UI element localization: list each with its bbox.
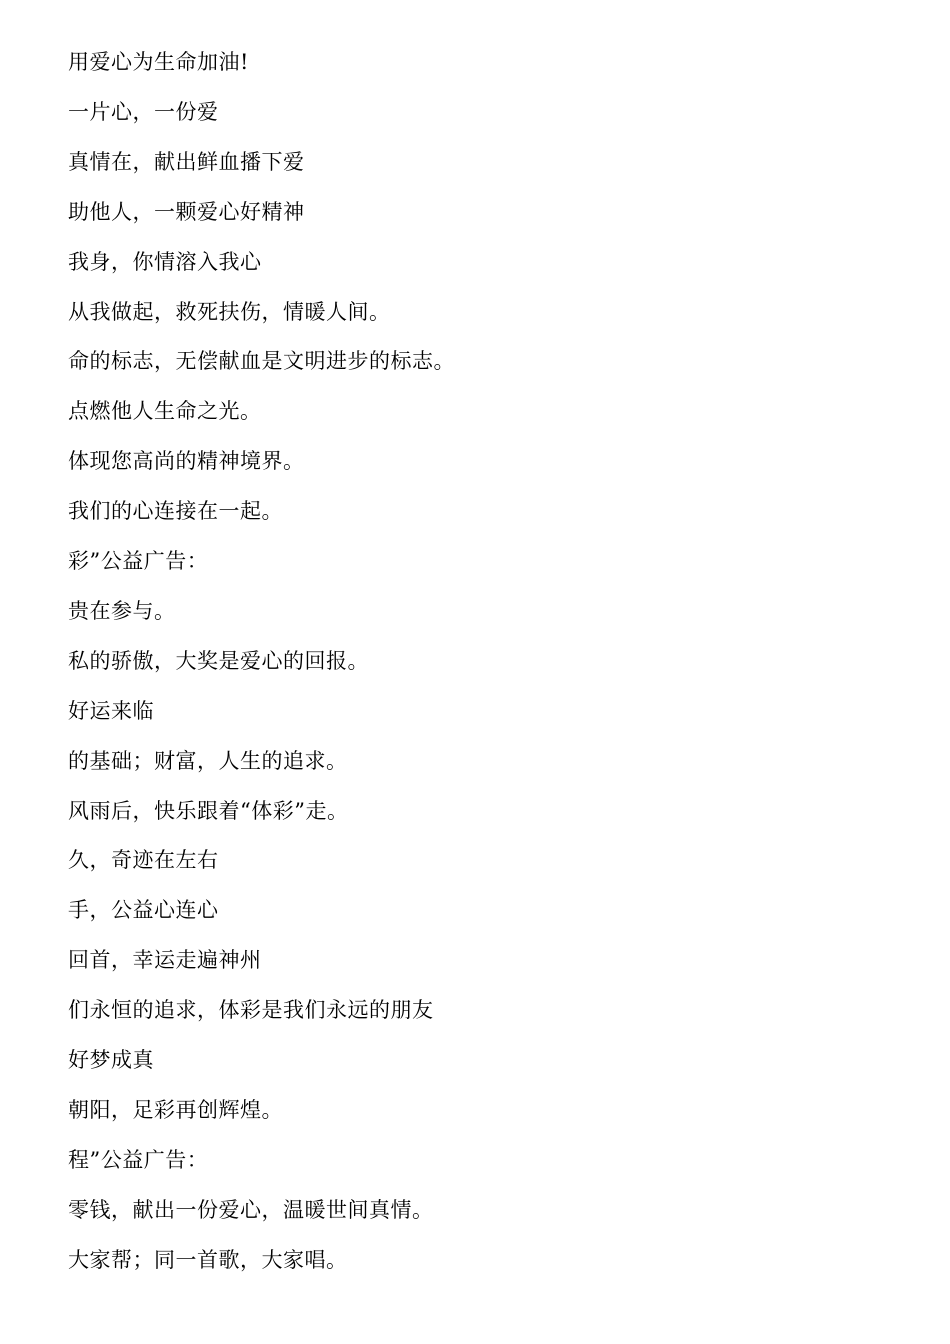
left-column-line: 好运来临 <box>68 698 154 723</box>
left-column-line: 程”公益广告： <box>68 1147 209 1172</box>
left-column-line: 我身，你情溶入我心 <box>68 249 262 274</box>
left-column-line: 贵在参与。 <box>68 598 176 623</box>
left-column-line: 真情在，献出鲜血播下爱 <box>68 149 305 174</box>
left-column-line: 一片心，一份爱 <box>68 99 219 124</box>
left-column-line: 风雨后，快乐跟着“体彩”走。 <box>68 798 349 823</box>
left-column-line: 久，奇迹在左右 <box>68 848 219 873</box>
left-column-line: 的基础；财富，人生的追求。 <box>68 748 348 773</box>
left-column-line: 手，公益心连心 <box>68 898 219 923</box>
left-column-line: 好梦成真 <box>68 1048 154 1072</box>
left-column-line: 从我做起，救死扶伤，情暖人间。 <box>68 299 391 324</box>
left-column-line: 用爱心为生命加油! <box>68 50 249 74</box>
left-column-line: 零钱，献出一份爱心，温暖世间真情。 <box>68 1197 434 1222</box>
left-column-line: 助他人，一颗爱心好精神 <box>68 199 305 224</box>
left-column-line: 大家帮；同一首歌，大家唱。 <box>68 1247 348 1272</box>
left-column-line: 回首，幸运走遍神州 <box>68 948 262 973</box>
left-column-line: 我们的心连接在一起。 <box>68 499 283 524</box>
left-column-line: 点燃他人生命之光。 <box>68 399 262 424</box>
left-column-line: 们永恒的追求，体彩是我们永远的朋友 <box>68 998 434 1023</box>
left-column-line: 体现您高尚的精神境界。 <box>68 449 305 474</box>
left-column-line: 私的骄傲，大奖是爱心的回报。 <box>68 648 369 673</box>
left-column-line: 命的标志，无偿献血是文明进步的标志。 <box>68 349 455 374</box>
left-column-line: 彩”公益广告： <box>68 549 209 573</box>
left-column-line: 朝阳，足彩再创辉煌。 <box>68 1097 283 1122</box>
